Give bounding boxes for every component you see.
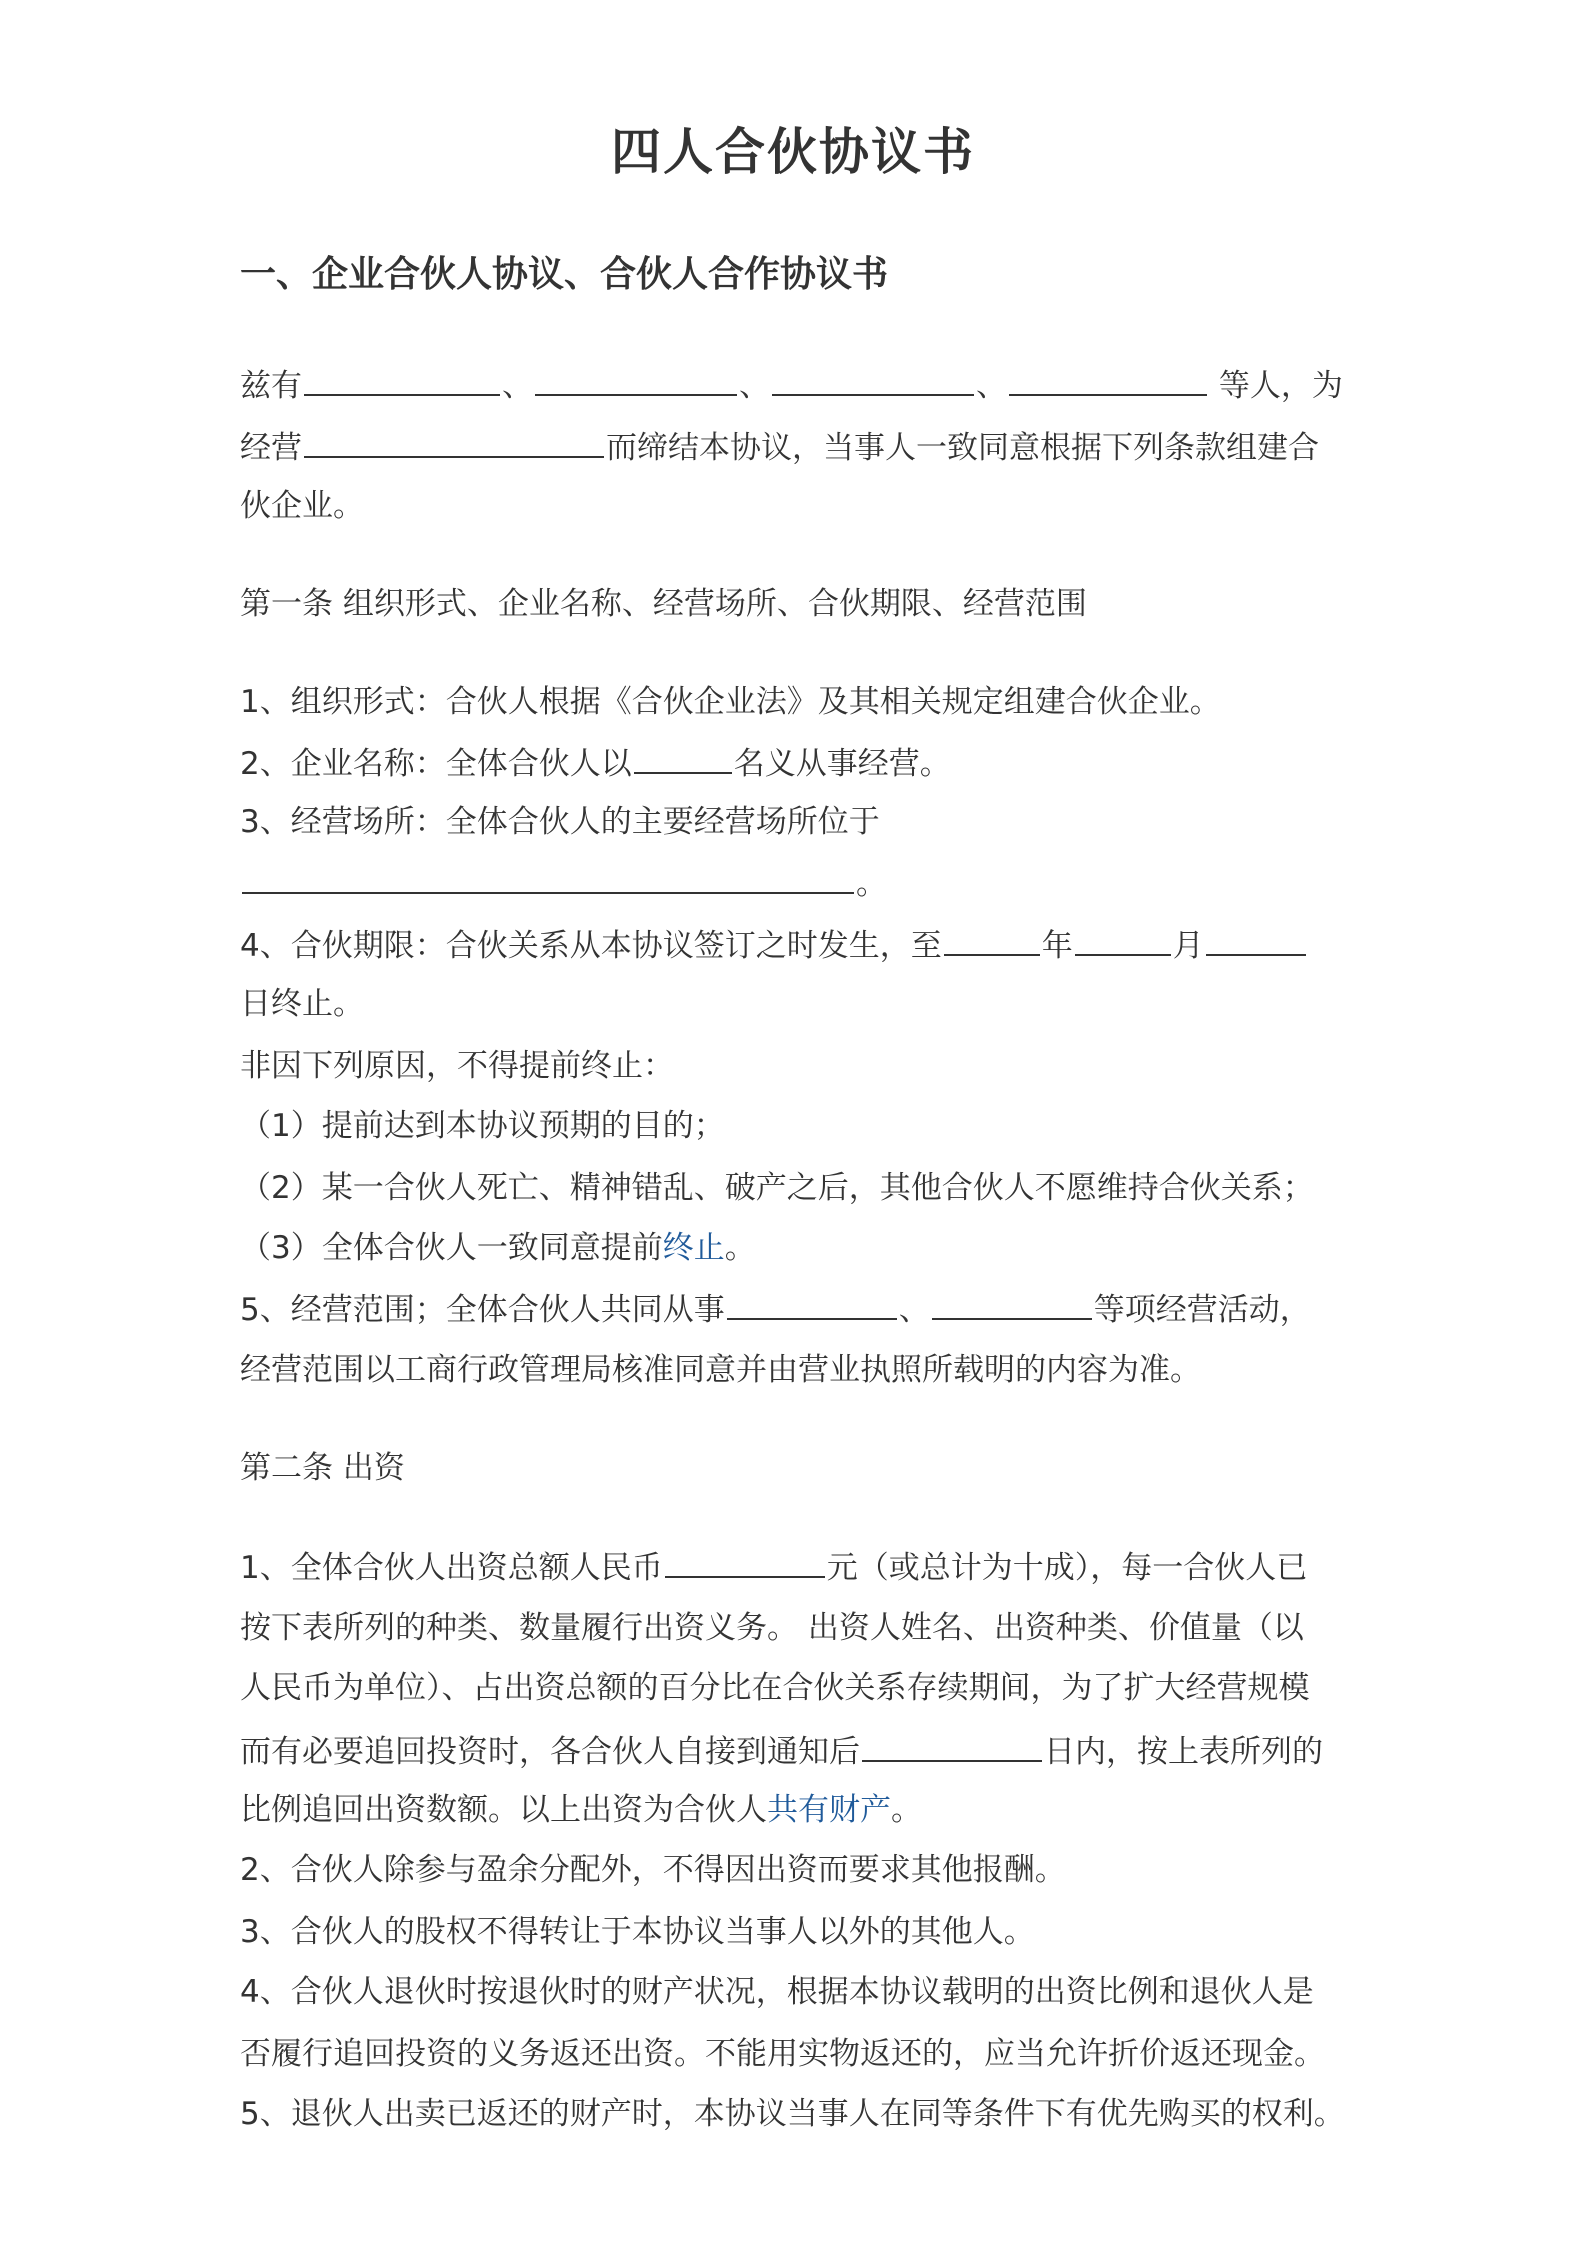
article2-item4-line2: 否履行追回投资的义务返还出资。不能用实物返还的，应当允许折价返还现金。 (240, 2036, 1325, 2072)
article1-reason1: （1）提前达到本协议预期的目的； (240, 1108, 725, 1144)
blank-partner-1[interactable] (304, 364, 500, 396)
blank-partner-2[interactable] (535, 364, 737, 396)
blank-partner-4[interactable] (1009, 364, 1207, 396)
document-title: 四人合伙协议书 (611, 123, 975, 181)
blank-scope-2[interactable] (932, 1288, 1092, 1320)
article2-item1-line3: 人民币为单位）、占出资总额的百分比在合伙关系存续期间，为了扩大经营规模 (240, 1670, 1310, 1706)
article2-item3: 3、合伙人的股权不得转让于本协议当事人以外的其他人。 (240, 1914, 1035, 1950)
article2-item5: 5、退伙人出卖已返还的财产时，本协议当事人在同等条件下有优先购买的权利。 (240, 2096, 1345, 2132)
blank-end-year[interactable] (944, 924, 1040, 956)
blank-business[interactable] (304, 426, 604, 458)
termination-link[interactable]: 终止 (662, 1230, 725, 1266)
blank-business-address[interactable] (242, 862, 854, 894)
intro-line-1: 兹有 、 、 、 等人，为 (240, 364, 1343, 406)
article1-item2: 2、企业名称：全体合伙人以 名义从事经营。 (240, 742, 951, 784)
article1-item5-cont: 经营范围以工商行政管理局核准同意并由营业执照所载明的内容为准。 (240, 1352, 1201, 1388)
article2-item1-line5: 比例追回出资数额。以上出资为合伙人共有财产。 (240, 1792, 922, 1828)
blank-end-day[interactable] (1206, 924, 1306, 956)
blank-total-capital[interactable] (665, 1546, 825, 1578)
article2-item1-line4: 而有必要追回投资时，各合伙人自接到通知后 日内，按上表所列的 (240, 1730, 1323, 1772)
common-property-link[interactable]: 共有财产 (767, 1792, 891, 1828)
article1-item4: 4、合伙期限：合伙关系从本协议签订之时发生，至 年 月 (240, 924, 1308, 966)
article2-item1-line2: 按下表所列的种类、数量履行出资义务。 出资人姓名、出资种类、价值量（以 (240, 1610, 1304, 1646)
article1-nonterm: 非因下列原因，不得提前终止： (240, 1048, 674, 1084)
article1-reason3: （3）全体合伙人一致同意提前终止。 (240, 1230, 756, 1266)
article1-item5: 5、经营范围；全体合伙人共同从事 、 等项经营活动， (240, 1288, 1311, 1330)
intro-line-2: 经营 而缔结本协议，当事人一致同意根据下列条款组建合 (240, 426, 1319, 468)
blank-company-name[interactable] (634, 742, 732, 774)
blank-days[interactable] (862, 1730, 1042, 1762)
article2-item4-line1: 4、合伙人退伙时按退伙时的财产状况，根据本协议载明的出资比例和退伙人是 (240, 1974, 1314, 2010)
blank-end-month[interactable] (1075, 924, 1171, 956)
article1-item3-blank-line: 。 (240, 862, 887, 904)
article2-title: 第二条 出资 (240, 1450, 405, 1486)
article1-item4-end: 日终止。 (240, 986, 364, 1022)
intro-line-3: 伙企业。 (240, 488, 364, 524)
section-heading: 一、企业合伙人协议、合伙人合作协议书 (240, 254, 889, 295)
article1-item3: 3、经营场所：全体合伙人的主要经营场所位于 (240, 804, 880, 840)
blank-partner-3[interactable] (772, 364, 974, 396)
blank-scope-1[interactable] (727, 1288, 897, 1320)
article2-item2: 2、合伙人除参与盈余分配外，不得因出资而要求其他报酬。 (240, 1852, 1066, 1888)
article2-item1-line1: 1、全体合伙人出资总额人民币 元（或总计为十成），每一合伙人已 (240, 1546, 1307, 1588)
article1-reason2: （2）某一合伙人死亡、精神错乱、破产之后，其他合伙人不愿维持合伙关系； (240, 1170, 1314, 1206)
article1-title: 第一条 组织形式、企业名称、经营场所、合伙期限、经营范围 (240, 586, 1087, 622)
article1-item1: 1、组织形式：合伙人根据《合伙企业法》及其相关规定组建合伙企业。 (240, 684, 1221, 720)
